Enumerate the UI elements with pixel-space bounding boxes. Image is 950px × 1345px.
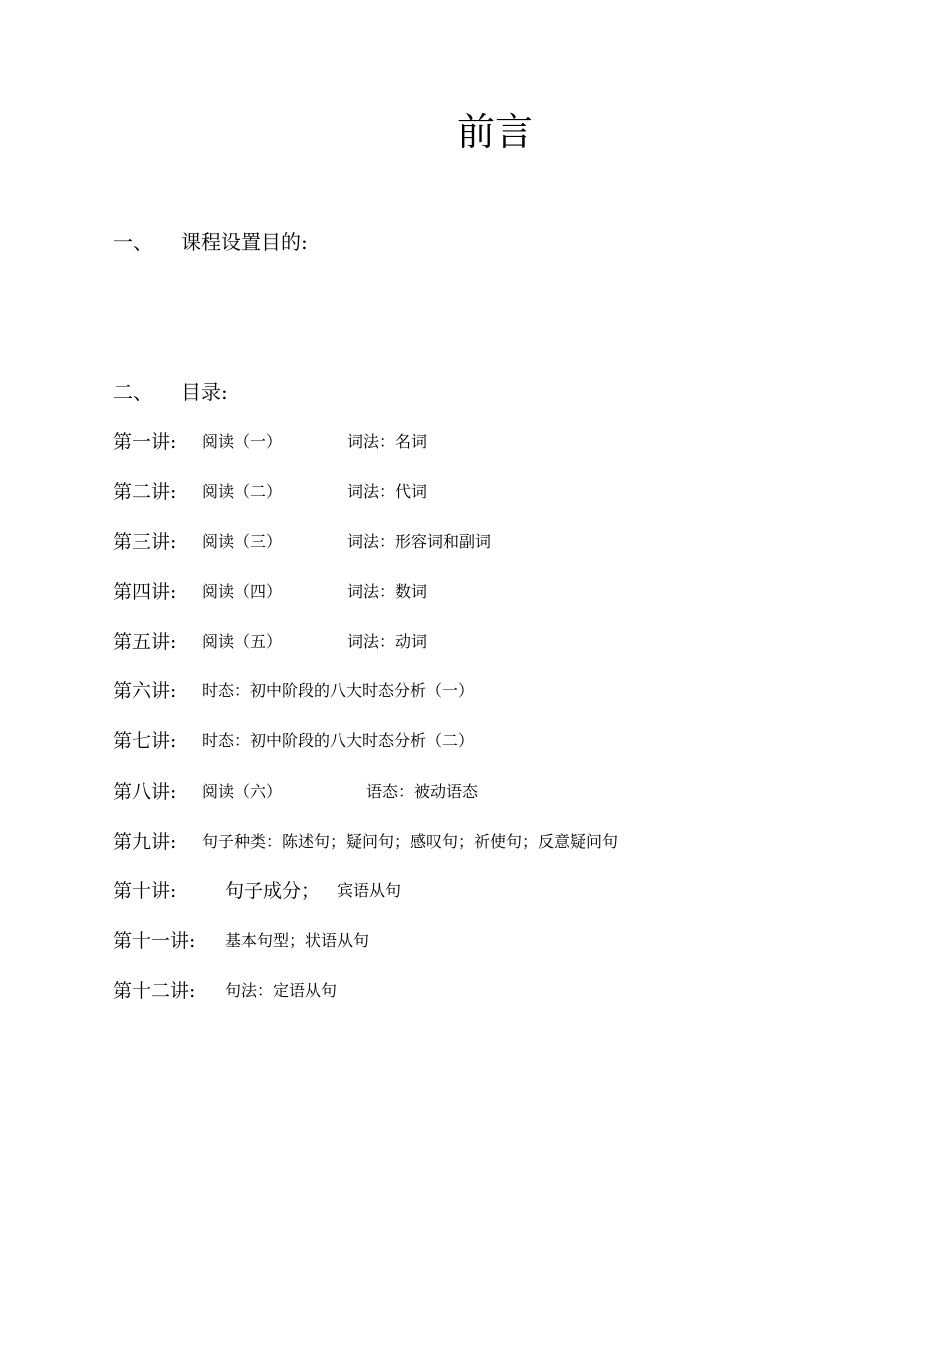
- section-heading-purpose: [113, 229, 308, 255]
- lecture-number: 第一讲:: [113, 431, 177, 453]
- lecture-number: 第十一讲:: [113, 930, 196, 952]
- lecture-topic: 阅读（六）: [202, 782, 283, 801]
- lecture-grammar-topic: 语态：被动语态: [366, 782, 479, 801]
- lecture-number: 第十二讲:: [113, 980, 196, 1002]
- lecture-grammar-topic: 词法：形容词和副词: [347, 532, 492, 551]
- section-number: 一、: [113, 230, 153, 254]
- lecture-topic: 阅读（二）: [202, 482, 283, 501]
- lecture-topic: 阅读（三）: [202, 532, 283, 551]
- lecture-topic: 基本句型；状语从句: [225, 931, 370, 950]
- lecture-topic: 句法：定语从句: [225, 981, 338, 1000]
- lecture-topic: 阅读（四）: [202, 582, 283, 601]
- lecture-number: 第七讲:: [113, 730, 177, 752]
- lecture-number: 第八讲:: [113, 781, 177, 803]
- page-title: 前言: [456, 110, 533, 154]
- lecture-grammar-topic: 词法：数词: [347, 582, 428, 601]
- section-heading-contents: [113, 379, 228, 405]
- lecture-number: 第三讲:: [113, 531, 177, 553]
- lecture-grammar-topic: 宾语从句: [337, 881, 402, 900]
- lecture-number: 第十讲:: [113, 880, 177, 902]
- lecture-number: 第九讲:: [113, 831, 177, 853]
- section-number: 二、: [113, 380, 153, 404]
- lecture-topic: 阅读（五）: [202, 632, 283, 651]
- lecture-topic: 句子种类：陈述句；疑问句；感叹句；祈使句；反意疑问句: [202, 832, 619, 851]
- lecture-number: 第五讲:: [113, 631, 177, 653]
- section-label: 课程设置目的:: [181, 230, 308, 254]
- section-label: 目录:: [181, 380, 228, 404]
- lecture-topic: 阅读（一）: [202, 432, 283, 451]
- lecture-topic: 时态：初中阶段的八大时态分析（一）: [202, 681, 475, 700]
- lecture-number: 第二讲:: [113, 481, 177, 503]
- lecture-number: 第四讲:: [113, 581, 177, 603]
- lecture-topic: 句子成分；: [225, 880, 321, 902]
- lecture-number: 第六讲:: [113, 680, 177, 702]
- lecture-grammar-topic: 词法：名词: [347, 432, 428, 451]
- lecture-grammar-topic: 词法：动词: [347, 632, 428, 651]
- lecture-topic: 时态：初中阶段的八大时态分析（二）: [202, 731, 475, 750]
- lecture-grammar-topic: 词法：代词: [347, 482, 428, 501]
